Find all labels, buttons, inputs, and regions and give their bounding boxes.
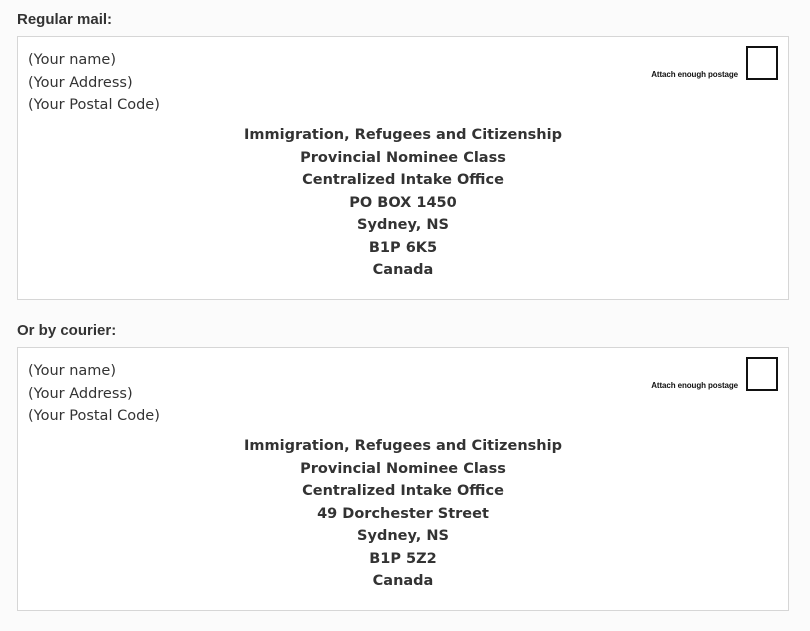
courier-heading: Or by courier: [17,322,117,339]
recipient-line-country: Canada [372,262,434,278]
regular-mail-heading: Regular mail: [17,11,113,28]
recipient-line-postal-code: B1P 6K5 [368,239,438,256]
sender-address: (Your Address) [28,385,133,402]
recipient-line-department: Immigration, Refugees and Citizenship [244,127,562,143]
sender-postal-code: (Your Postal Code) [28,408,160,424]
sender-postal-code: (Your Postal Code) [28,97,160,113]
recipient-line-city: Sydney, NS [357,217,449,233]
recipient-line-office: Centralized Intake Office [302,172,504,188]
recipient-line-city: Sydney, NS [357,528,449,544]
recipient-line-street: 49 Dorchester Street [317,505,489,522]
recipient-line-class: Provincial Nominee Class [300,460,506,477]
postage-label: Attach enough postage [651,70,738,79]
sender-address: (Your Address) [28,74,133,91]
recipient-line-class: Provincial Nominee Class [300,149,506,166]
sender-name: (Your name) [28,52,116,68]
recipient-line-department: Immigration, Refugees and Citizenship [244,438,562,454]
regular-mail-envelope [17,36,789,300]
postage-stamp-box [746,46,778,80]
recipient-line-office: Centralized Intake Office [302,483,504,499]
recipient-block [18,124,788,282]
postage-stamp-box [746,357,778,391]
recipient-line-street: PO BOX 1450 [349,194,457,211]
courier-envelope [17,347,789,611]
recipient-block [18,435,788,593]
recipient-line-postal-code: B1P 5Z2 [369,550,437,567]
postage-label: Attach enough postage [651,381,738,390]
sender-block [28,49,160,117]
sender-block [28,360,160,428]
recipient-line-country: Canada [372,573,434,589]
sender-name: (Your name) [28,363,116,379]
